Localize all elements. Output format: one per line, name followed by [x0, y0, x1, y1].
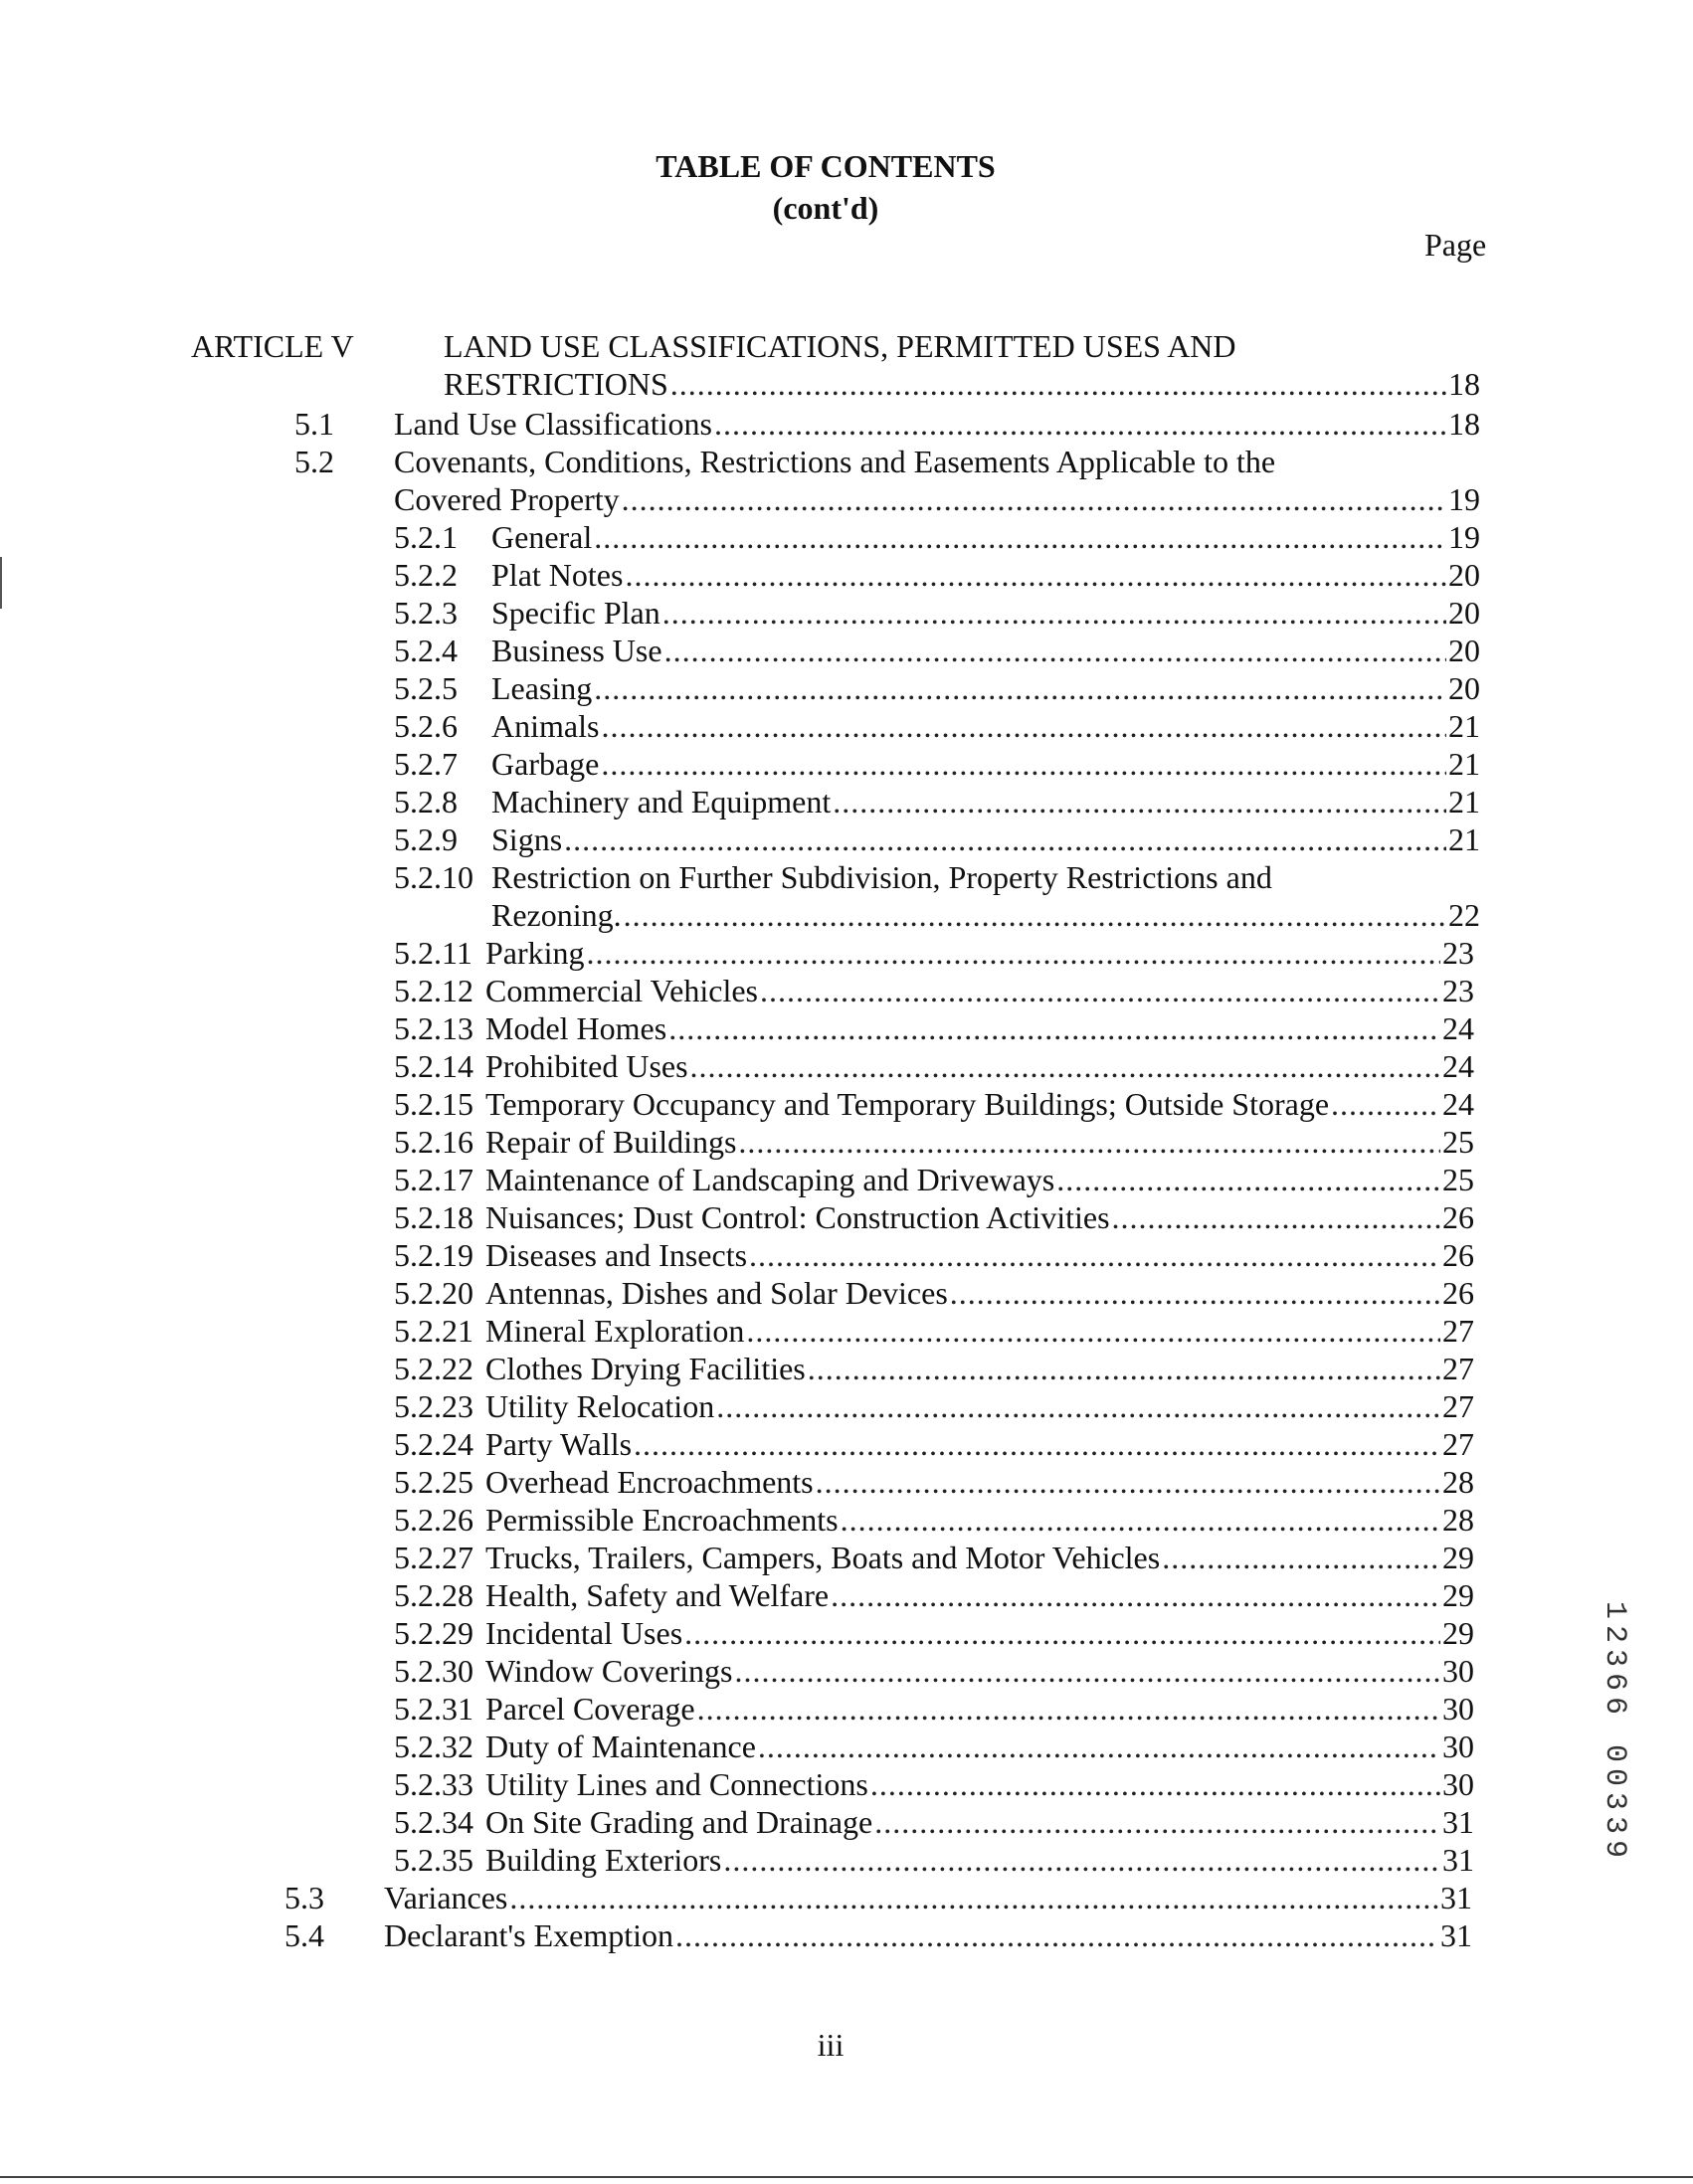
subsection-number: 5.2.27: [394, 1540, 473, 1575]
entry-page: 20: [1448, 595, 1480, 631]
subsection-number: 5.2.31: [394, 1691, 473, 1727]
toc-entry-5-2-3[interactable]: [491, 595, 1480, 632]
subsection-number: 5.2.17: [394, 1162, 473, 1197]
leader-dots: [1331, 1086, 1440, 1123]
toc-entry-article-v[interactable]: [444, 366, 1480, 403]
section-number: 5.4: [284, 1917, 324, 1953]
toc-entry-5-2-17[interactable]: [485, 1162, 1474, 1198]
subsection-number: 5.2.21: [394, 1313, 473, 1349]
subsection-number: 5.2.4: [394, 633, 458, 668]
entry-page: 29: [1442, 1615, 1474, 1651]
leader-dots: [601, 708, 1446, 745]
entry-title: Leasing: [491, 670, 593, 706]
entry-page: 23: [1442, 935, 1474, 971]
subsection-number: 5.2.1: [394, 519, 458, 555]
entry-title: Parcel Coverage: [485, 1691, 695, 1727]
toc-entry-5-2-23[interactable]: [485, 1388, 1474, 1425]
subsection-number: 5.2.33: [394, 1766, 473, 1802]
leader-dots: [734, 1653, 1440, 1690]
page-column-label: Page: [1424, 227, 1487, 263]
toc-entry-5-2-9[interactable]: [491, 821, 1480, 858]
entry-title: Trucks, Trailers, Campers, Boats and Motor Vehicles: [485, 1540, 1161, 1575]
section-number: 5.3: [284, 1880, 324, 1915]
subsection-number: 5.2.10: [394, 859, 473, 895]
entry-page: 24: [1442, 1048, 1474, 1084]
entry-page: 19: [1448, 481, 1480, 517]
entry-title: Model Homes: [485, 1010, 667, 1046]
subsection-number: 5.2.14: [394, 1048, 473, 1084]
leader-dots: [594, 670, 1446, 707]
entry-title: Signs: [491, 821, 563, 857]
entry-title: Repair of Buildings: [485, 1124, 737, 1160]
leader-dots: [668, 1010, 1440, 1047]
toc-entry-5-2-25[interactable]: [485, 1464, 1474, 1501]
leader-dots: [1056, 1162, 1440, 1198]
subsection-number: 5.2.18: [394, 1199, 473, 1235]
entry-title: Commercial Vehicles: [485, 973, 758, 1008]
subsection-number: 5.2.35: [394, 1842, 473, 1878]
leader-dots: [664, 633, 1446, 669]
leader-dots: [1112, 1199, 1440, 1236]
leader-dots: [587, 935, 1440, 972]
entry-title-line1: Covenants, Conditions, Restrictions and Easements Applicable to the: [394, 444, 1276, 479]
entry-page: 30: [1442, 1766, 1474, 1802]
leader-dots: [841, 1502, 1440, 1539]
entry-title: Antennas, Dishes and Solar Devices: [485, 1275, 948, 1311]
subsection-number: 5.2.5: [394, 670, 458, 706]
entry-title: Covered Property: [394, 481, 620, 517]
leader-dots: [509, 1880, 1438, 1916]
toc-entry-5-2-12[interactable]: [485, 973, 1474, 1009]
toc-entry-5-2-8[interactable]: [491, 784, 1480, 820]
leader-dots: [594, 519, 1446, 556]
section-number: 5.2: [294, 444, 334, 479]
subsection-number: 5.2.2: [394, 557, 458, 593]
subsection-number: 5.2.12: [394, 973, 473, 1008]
scan-edge-mark: [0, 597, 2, 609]
toc-entry-5-2-14[interactable]: [485, 1048, 1474, 1085]
subsection-number: 5.2.15: [394, 1086, 473, 1122]
leader-dots: [738, 1124, 1440, 1161]
entry-page: 28: [1442, 1464, 1474, 1500]
toc-entry-5-2-13[interactable]: [485, 1010, 1474, 1047]
entry-page: 27: [1442, 1426, 1474, 1462]
entry-title: Land Use Classifications: [394, 406, 712, 442]
entry-title: General: [491, 519, 593, 555]
entry-title: Garbage: [491, 746, 600, 782]
entry-title: Temporary Occupancy and Temporary Buildings; Outside Storage: [485, 1086, 1330, 1122]
toc-entry-5-2-2[interactable]: [491, 557, 1480, 594]
toc-entry-5-4[interactable]: [384, 1917, 1472, 1954]
subsection-number: 5.2.11: [394, 935, 472, 971]
toc-entry-5-1[interactable]: [394, 406, 1480, 443]
entry-title: Party Walls: [485, 1426, 633, 1462]
leader-dots: [808, 1351, 1440, 1387]
subsection-number: 5.2.30: [394, 1653, 473, 1689]
entry-title-line1: Restriction on Further Subdivision, Property Restrictions and: [491, 859, 1272, 895]
entry-title: Animals: [491, 708, 600, 744]
leader-dots: [634, 1426, 1440, 1463]
subsection-number: 5.2.24: [394, 1426, 473, 1462]
entry-title: Maintenance of Landscaping and Driveways: [485, 1162, 1055, 1197]
toc-entry-5-2-7[interactable]: [491, 746, 1480, 783]
subsection-number: 5.2.29: [394, 1615, 473, 1651]
toc-entry-5-2-20[interactable]: [485, 1275, 1474, 1312]
entry-page: 20: [1448, 670, 1480, 706]
entry-title: Business Use: [491, 633, 662, 668]
entry-page: 27: [1442, 1313, 1474, 1349]
leader-dots: [675, 1917, 1438, 1954]
toc-entry-5-2-32[interactable]: [485, 1729, 1474, 1765]
subsection-number: 5.2.13: [394, 1010, 473, 1046]
entry-page: 27: [1442, 1388, 1474, 1424]
toc-entry-5-3[interactable]: [384, 1880, 1472, 1916]
toc-entry-5-2-31[interactable]: [485, 1691, 1474, 1728]
leader-dots: [833, 784, 1446, 820]
subsection-number: 5.2.25: [394, 1464, 473, 1500]
leader-dots: [723, 1842, 1440, 1879]
subsection-number: 5.2.26: [394, 1502, 473, 1538]
toc-entry-5-2-6[interactable]: [491, 708, 1480, 745]
leader-dots: [684, 1615, 1440, 1652]
entry-page: 31: [1440, 1880, 1472, 1915]
toc-entry-5-2-4[interactable]: [491, 633, 1480, 669]
entry-title: On Site Grading and Drainage: [485, 1804, 873, 1840]
entry-title: Clothes Drying Facilities: [485, 1351, 806, 1386]
subsection-number: 5.2.23: [394, 1388, 473, 1424]
entry-page: 31: [1440, 1917, 1472, 1953]
leader-dots: [831, 1577, 1440, 1614]
leader-dots: [697, 1691, 1440, 1728]
subsection-number: 5.2.6: [394, 708, 458, 744]
toc-entry-5-2-33[interactable]: [485, 1766, 1474, 1803]
page-title: [0, 145, 1651, 229]
toc-entry-5-2-22[interactable]: [485, 1351, 1474, 1387]
leader-dots: [690, 1048, 1440, 1085]
entry-title: Building Exteriors: [485, 1842, 722, 1878]
title-sub: (cont'd): [772, 190, 879, 226]
toc-entry-5-2-10[interactable]: [491, 897, 1480, 934]
leader-dots: [601, 746, 1446, 783]
entry-title: Window Coverings: [485, 1653, 733, 1689]
entry-page: 21: [1448, 821, 1480, 857]
subsection-number: 5.2.16: [394, 1124, 473, 1160]
entry-title: Prohibited Uses: [485, 1048, 688, 1084]
leader-dots: [874, 1804, 1440, 1841]
entry-page: 29: [1442, 1540, 1474, 1575]
toc-entry-5-2-27[interactable]: [485, 1540, 1474, 1576]
entry-title: Permissible Encroachments: [485, 1502, 839, 1538]
scan-bottom-rule: [0, 2176, 1693, 2178]
leader-dots: [622, 481, 1446, 518]
entry-page: 30: [1442, 1729, 1474, 1764]
entry-page: 25: [1442, 1162, 1474, 1197]
entry-title: Diseases and Insects: [485, 1237, 748, 1273]
title-main: TABLE OF CONTENTS: [656, 148, 996, 184]
entry-title: Plat Notes: [491, 557, 624, 593]
toc-entry-5-2-35[interactable]: [485, 1842, 1474, 1879]
leader-dots: [746, 1313, 1440, 1350]
leader-dots: [625, 557, 1446, 594]
leader-dots: [714, 406, 1446, 443]
entry-page: 24: [1442, 1086, 1474, 1122]
toc-entry-5-2-28[interactable]: [485, 1577, 1474, 1614]
entry-title: Nuisances; Dust Control: Construction Activities: [485, 1199, 1110, 1235]
entry-page: 23: [1442, 973, 1474, 1008]
toc-entry-5-2-21[interactable]: [485, 1313, 1474, 1350]
toc-entry-5-2-29[interactable]: [485, 1615, 1474, 1652]
page-number: iii: [817, 2027, 845, 2063]
entry-page: 18: [1448, 366, 1480, 402]
entry-title: Mineral Exploration: [485, 1313, 745, 1349]
entry-title: Specific Plan: [491, 595, 660, 631]
entry-page: 31: [1442, 1842, 1474, 1878]
entry-page: 21: [1448, 746, 1480, 782]
entry-title: Overhead Encroachments: [485, 1464, 814, 1500]
entry-title: Health, Safety and Welfare: [485, 1577, 830, 1613]
subsection-number: 5.2.20: [394, 1275, 473, 1311]
entry-page: 24: [1442, 1010, 1474, 1046]
leader-dots: [870, 1766, 1440, 1803]
entry-page: 31: [1442, 1804, 1474, 1840]
toc-entry-5-2-26[interactable]: [485, 1502, 1474, 1539]
leader-dots: [758, 1729, 1440, 1765]
entry-page: 26: [1442, 1199, 1474, 1235]
toc-entry-5-2-30[interactable]: [485, 1653, 1474, 1690]
entry-page: 29: [1442, 1577, 1474, 1613]
entry-page: 25: [1442, 1124, 1474, 1160]
leader-dots: [670, 366, 1446, 403]
entry-title: Utility Relocation: [485, 1388, 715, 1424]
leader-dots: [662, 595, 1446, 632]
toc-entry-5-2-11[interactable]: [485, 935, 1474, 972]
leader-dots: [816, 1464, 1440, 1501]
subsection-number: 5.2.9: [394, 821, 458, 857]
entry-page: 28: [1442, 1502, 1474, 1538]
toc-entry-5-2-18[interactable]: [485, 1199, 1474, 1236]
scan-edge-mark: [0, 557, 2, 597]
entry-page: 20: [1448, 633, 1480, 668]
subsection-number: 5.2.34: [394, 1804, 473, 1840]
entry-page: 22: [1448, 897, 1480, 933]
entry-title: Utility Lines and Connections: [485, 1766, 868, 1802]
entry-title: Variances: [384, 1880, 508, 1915]
subsection-number: 5.2.22: [394, 1351, 473, 1386]
entry-page: 30: [1442, 1691, 1474, 1727]
entry-title: RESTRICTIONS: [444, 366, 668, 402]
toc-entry-5-2-19[interactable]: [485, 1237, 1474, 1274]
leader-dots: [1162, 1540, 1440, 1576]
leader-dots: [624, 897, 1446, 934]
entry-page: 19: [1448, 519, 1480, 555]
toc-entry-5-2-34[interactable]: [485, 1804, 1474, 1841]
toc-entry-5-2[interactable]: [394, 481, 1480, 518]
subsection-number: 5.2.32: [394, 1729, 473, 1764]
entry-title: Rezoning.: [491, 897, 622, 933]
subsection-number: 5.2.3: [394, 595, 458, 631]
entry-page: 21: [1448, 708, 1480, 744]
document-stamp: 12366 00339: [1598, 1601, 1631, 1865]
toc-entry-5-2-1[interactable]: [491, 519, 1480, 556]
leader-dots: [749, 1237, 1440, 1274]
entry-page: 26: [1442, 1275, 1474, 1311]
leader-dots: [950, 1275, 1440, 1312]
entry-page: 20: [1448, 557, 1480, 593]
leader-dots: [760, 973, 1440, 1009]
entry-title: Duty of Maintenance: [485, 1729, 756, 1764]
entry-title: Machinery and Equipment: [491, 784, 832, 819]
subsection-number: 5.2.7: [394, 746, 458, 782]
article-title-line1: LAND USE CLASSIFICATIONS, PERMITTED USES AND: [444, 328, 1236, 364]
section-number: 5.1: [294, 406, 334, 442]
subsection-number: 5.2.28: [394, 1577, 473, 1613]
article-label: ARTICLE V: [191, 328, 354, 364]
subsection-number: 5.2.19: [394, 1237, 473, 1273]
toc-entry-5-2-15[interactable]: [485, 1086, 1474, 1123]
entry-title: Parking: [485, 935, 585, 971]
toc-entry-5-2-16[interactable]: [485, 1124, 1474, 1161]
entry-page: 21: [1448, 784, 1480, 819]
entry-page: 27: [1442, 1351, 1474, 1386]
entry-title: Incidental Uses: [485, 1615, 683, 1651]
entry-page: 30: [1442, 1653, 1474, 1689]
leader-dots: [716, 1388, 1440, 1425]
leader-dots: [564, 821, 1446, 858]
entry-page: 26: [1442, 1237, 1474, 1273]
toc-entry-5-2-5[interactable]: [491, 670, 1480, 707]
entry-page: 18: [1448, 406, 1480, 442]
subsection-number: 5.2.8: [394, 784, 458, 819]
toc-entry-5-2-24[interactable]: [485, 1426, 1474, 1463]
entry-title: Declarant's Exemption: [384, 1917, 673, 1953]
